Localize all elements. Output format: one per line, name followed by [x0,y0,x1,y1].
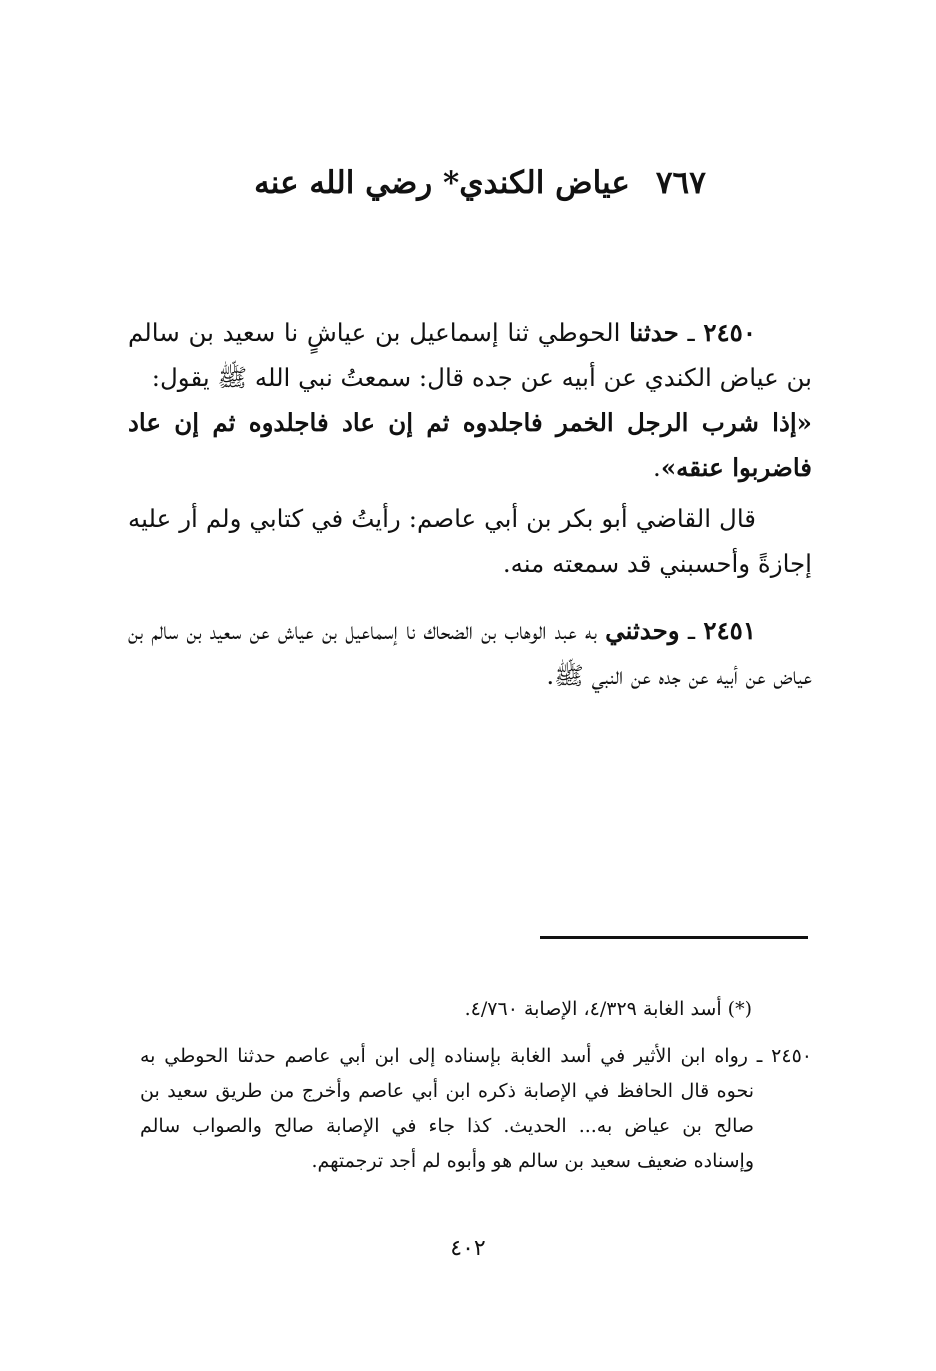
hadith-quote: «إذا شرب الرجل الخمر فاجلدوه ثم إن عاد فاجلدوه ثم إن عاد فاضربوا عنقه» [128,408,812,482]
hadith-lead-word: وحدثني [605,616,680,645]
chapter-heading [150,158,810,208]
chapter-title: عياض الكندي* رضي الله عنه [254,165,630,201]
footnotes [140,992,812,1179]
chapter-number: ٧٦٧ [655,165,706,201]
spacer [128,586,812,608]
hadith-lead-word: حدثنا [629,318,679,347]
hadith-isnad: الحوطي ثنا إسماعيل بن عياشٍ نا سعيد بن سالم بن عياض الكندي عن أبيه عن جده قال: سمعتُ نبي الله ﷺ يقول: [128,318,812,392]
hadith-quote-end: . [653,453,661,482]
hadith-dash: ـ [678,318,704,347]
hadith-number: ٢٤٥٠ [703,318,756,347]
hadith-2451 [128,608,812,698]
footnote-2450: ٢٤٥٠ ـ رواه ابن الأثير في أسد الغابة بإسناده إلى ابن أبي عاصم حدثنا الحوطي به نحوه قال الحافظ في الإصابة ذكره ابن أبي عاصم وأخرج من طريق سعيد بن صالح بن عياض به... الحديث. كذا جاء في الإصابة صالح والصواب سالم وإسناده ضعيف سعيد بن سالم هو وأبوه لم أجد ترجمتهم. [140,1045,812,1172]
main-text [128,310,812,698]
hadith-2450 [128,310,812,400]
hadith-number: ٢٤٥١ [703,616,756,645]
hadith-isnad: به عبد الوهاب بن الضحاك نا إسماعيل بن عياش عن سعيد بن سالم بن عياض عن أبيه عن جده عن النبي ﷺ. [128,616,812,690]
footnote-source: (*) أسد الغابة ٤/٣٢٩، الإصابة ٤/٧٦٠. [464,998,752,1020]
qadi-note: قال القاضي أبو بكر بن أبي عاصم: رأيتُ في كتابي ولم أر عليه إجازةً وأحسبني قد سمعته منه. [128,504,812,578]
page-number: ٤٠٢ [450,1236,486,1261]
hadith-2450-matn [128,400,812,490]
footnote-separator [540,936,808,939]
hadith-dash: ـ [679,616,704,645]
